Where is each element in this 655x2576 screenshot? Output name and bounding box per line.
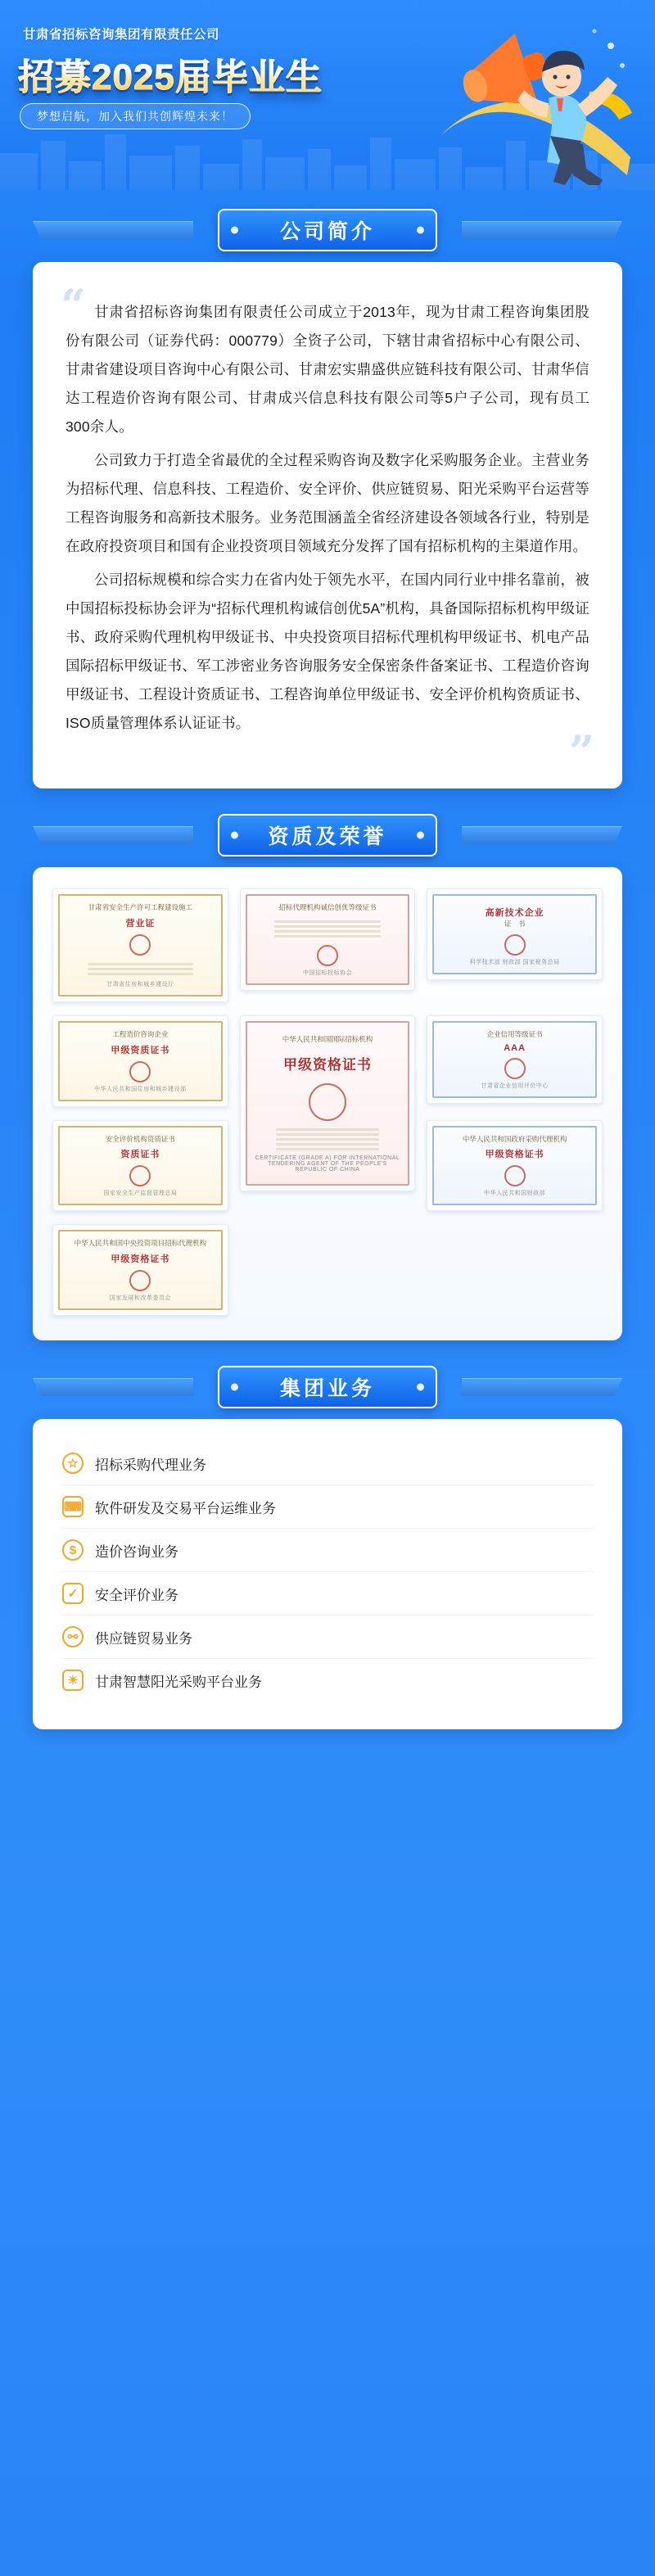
certificate-grid: [52, 888, 603, 1316]
business-label: 甘肃智慧阳光采购平台业务: [95, 1674, 262, 1690]
intro-paragraph-1: 甘肃省招标咨询集团有限责任公司成立于2013年，现为甘肃工程咨询集团股份有限公司（证券代码：000779）全资子公司，下辖甘肃省招标中心有限公司、甘肃省建设项目咨询中心有限公司、甘肃宏实鼎盛供应链科技有限公司、甘肃华信达工程造价咨询有限公司、甘肃成兴信息科技有限公司等5户子公司，现有员工300余人。: [66, 304, 590, 435]
quote-close-icon: ”: [568, 725, 594, 778]
bid-agency-icon: ☆: [62, 1453, 84, 1474]
intro-paragraph-2: 公司致力于打造全省最优的全过程采购咨询及数字化采购服务企业。主营业务为招标代理、信息科技、工程造价、安全评价、供应链贸易、阳光采购平台运营等工程咨询服务和高新技术服务。业务范围涵盖全省经济建设各领域各行业，特别是在政府投资项目和国有企业投资项目领域充分发挥了国有招标机构的主渠道作用。: [66, 452, 590, 554]
section-header-certs: [33, 810, 622, 861]
company-intro-card: [33, 262, 622, 789]
certificate-line2: 证 书: [504, 920, 526, 928]
official-seal-icon: [504, 1165, 526, 1186]
certificate-line2: 甲级资格证书: [485, 1150, 544, 1160]
official-seal-icon: [309, 1083, 346, 1121]
certificate-line1: 工程造价咨询企业: [112, 1029, 169, 1038]
certificate-line1: 安全评价机构资质证书: [105, 1134, 175, 1143]
official-seal-icon: [504, 1058, 526, 1079]
certificate-item[interactable]: [427, 1120, 603, 1212]
business-label: 造价咨询业务: [95, 1543, 178, 1560]
certificate-line1: 甘肃省安全生产许可工程建设施工: [88, 903, 193, 911]
certificate-item[interactable]: [52, 1120, 228, 1212]
title-wing-right: [462, 1378, 622, 1396]
certificate-item[interactable]: [427, 1015, 603, 1104]
certificate-line3: 甘肃省住房和城乡建设厅: [106, 981, 174, 987]
list-item[interactable]: [61, 1485, 594, 1529]
certificate-line3: 中国招标投标协会: [302, 969, 352, 976]
certificate-text-lines: [276, 1126, 379, 1153]
certificate-line3: 甘肃省企业信用评价中心: [481, 1082, 549, 1089]
intro-paragraph-3: 公司招标规模和综合实力在省内处于领先水平，在国内同行业中排名靠前，被中国招标投标协会评为“招标代理机构诚信创优5A”机构，具备国际招标机构甲级证书、政府采购代理机构甲级证书、中央投资项目招标代理机构甲级证书、机电产品国际招标甲级证书、军工涉密业务咨询服务安全保密条件备案证书、工程造价咨询甲级证书、工程设计资质证书、工程咨询单位甲级证书、安全评价机构资质证书、ISO质量管理体系认证证书。: [66, 572, 590, 731]
certificate-line2: 资质证书: [120, 1150, 160, 1160]
section-title-text: 集团业务: [218, 1366, 437, 1408]
title-wing-left: [33, 826, 193, 844]
certificate-line2: 甲级资格证书: [282, 1056, 372, 1073]
official-seal-icon: [129, 934, 151, 956]
title-wing-right: [462, 221, 622, 239]
certificate-line3: 国家发展和改革委员会: [109, 1295, 171, 1301]
business-label: 安全评价业务: [95, 1587, 178, 1603]
official-seal-icon: [129, 1165, 151, 1186]
certificate-line3: 科学技术部 财政部 国家税务总局: [469, 959, 560, 965]
certificate-line3: 国家安全生产监督管理总局: [103, 1191, 178, 1197]
certificate-item[interactable]: [52, 888, 228, 1002]
certificate-item[interactable]: [427, 888, 603, 980]
section-title-text: 公司简介: [218, 209, 437, 251]
title-wing-left: [33, 1378, 193, 1396]
certificate-line3: 中华人民共和国财政部: [484, 1191, 546, 1197]
title-wing-right: [462, 826, 622, 844]
hero-subtitle: 梦想启航，加入我们共创辉煌未来！: [20, 103, 251, 129]
certificate-text-lines: [88, 960, 193, 978]
page-title: 招募2025届毕业生: [18, 47, 323, 100]
company-name: 甘肃省招标咨询集团有限责任公司: [23, 28, 220, 42]
sunlight-platform-icon: ☀: [62, 1670, 84, 1691]
business-label: 招标采购代理业务: [95, 1457, 206, 1473]
certificate-line2: 营业证: [125, 918, 156, 929]
supply-chain-icon: ⚯: [62, 1626, 84, 1647]
certificate-item-featured[interactable]: [240, 1015, 416, 1191]
safety-shield-icon: ✓: [62, 1583, 84, 1604]
certificate-item[interactable]: [52, 1224, 228, 1316]
list-item[interactable]: [61, 1572, 594, 1616]
business-list-card: [33, 1419, 622, 1729]
cost-consulting-icon: $: [62, 1539, 84, 1561]
certificate-item[interactable]: [52, 1015, 228, 1107]
certificate-line3: 中华人民共和国住房和城乡建设部: [94, 1086, 187, 1092]
hero-banner: [0, 0, 655, 190]
section-header-intro: [33, 205, 622, 255]
list-item[interactable]: [61, 1659, 594, 1702]
title-wing-left: [33, 221, 193, 239]
software-dev-icon: ⌨: [62, 1496, 84, 1517]
certificate-line2: AAA: [504, 1042, 526, 1053]
official-seal-icon: [129, 1061, 151, 1082]
official-seal-icon: [317, 945, 338, 966]
section-title-text: 资质及荣誉: [218, 814, 437, 856]
certificate-line3: CERTIFICATE (GRADE A) FOR INTERNATIONAL TENDERING AGENT OF THE PEOPLE'S REPUBLIC OF CHINA: [255, 1155, 400, 1173]
certificate-line2: 甲级资质证书: [111, 1045, 170, 1055]
certificate-line1: 企业信用等级证书: [486, 1029, 543, 1038]
list-item[interactable]: [61, 1616, 594, 1659]
business-label: 软件研发及交易平台运维业务: [95, 1500, 276, 1516]
certificate-line1: 高新技术企业: [485, 908, 544, 918]
section-header-business: [33, 1362, 622, 1412]
list-item[interactable]: [61, 1442, 594, 1485]
list-item[interactable]: [61, 1529, 594, 1572]
student-megaphone-illustration: [426, 13, 639, 185]
certificate-line1: 中华人民共和国国际招标机构: [282, 1034, 373, 1043]
certificate-line1: 中华人民共和国政府采购代理机构: [462, 1134, 567, 1143]
official-seal-icon: [504, 934, 526, 956]
quote-open-icon: “: [61, 279, 87, 332]
official-seal-icon: [129, 1270, 151, 1291]
certificates-card: [33, 867, 622, 1340]
certificate-text-lines: [274, 918, 380, 940]
certificate-line2: 甲级资格证书: [111, 1254, 170, 1264]
certificate-item[interactable]: [240, 888, 416, 991]
certificate-line1: 中华人民共和国中央投资项目招标代理机构: [74, 1239, 207, 1248]
business-label: 供应链贸易业务: [95, 1630, 192, 1647]
certificate-line1: 招标代理机构诚信创优等级证书: [278, 903, 377, 911]
